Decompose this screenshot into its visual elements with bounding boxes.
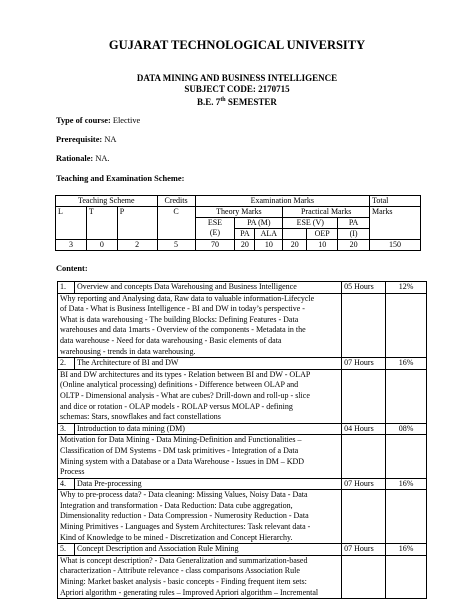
- practical-header: Practical Marks: [283, 207, 370, 218]
- unit-number: 2.: [58, 358, 75, 370]
- i-header: (I): [338, 229, 370, 240]
- scheme-heading: [56, 174, 184, 183]
- unit-text-line: Apriori algorithm - generating rules – Improved Apriori algorithm – Incremental: [60, 587, 319, 597]
- unit-text-line: Mining system with a Database or a Data Warehouse - Issues in DM – KDD: [60, 456, 305, 466]
- pa-header: PA: [235, 229, 255, 240]
- rationale-label: Rationale:: [56, 154, 94, 163]
- unit-hours-blank: [342, 369, 386, 423]
- unit-hours-blank: [342, 490, 386, 544]
- unit-title: Overview and concepts Data Warehousing and Business Intelligence: [74, 282, 341, 294]
- scheme-heading-text: Teaching and Examination Scheme:: [56, 174, 185, 183]
- unit-header-row: [58, 358, 427, 370]
- unit-pct-blank: [386, 369, 427, 423]
- unit-number: 4.: [58, 478, 75, 490]
- unit-hours: 07 Hours: [342, 544, 386, 556]
- unit-body-row: [58, 369, 427, 423]
- unit-percentage: 08%: [386, 423, 427, 435]
- semester-prefix: B.E. 7: [197, 97, 221, 107]
- p-header: P: [117, 207, 157, 240]
- unit-hours: 07 Hours: [342, 358, 386, 370]
- c-header: C: [157, 207, 195, 240]
- prerequisite: [56, 135, 116, 144]
- subject-code: SUBJECT CODE: 2170715: [184, 84, 290, 94]
- unit-pct-blank: [386, 490, 427, 544]
- unit-text-line: Integration and transformation - Data Reduction: Data cube aggregation,: [60, 500, 293, 510]
- scheme-value: 150: [370, 240, 421, 251]
- unit-text-line: (Online analytical processing) definitions - Difference between OLAP and: [60, 380, 299, 390]
- unit-pct-blank: [386, 555, 427, 598]
- prereq-label: Prerequisite:: [56, 135, 103, 144]
- scheme-table: [55, 195, 421, 251]
- l-header: L: [56, 207, 87, 240]
- content-table: [57, 281, 427, 599]
- unit-description: [58, 555, 342, 598]
- unit-description: [58, 490, 342, 544]
- unit-text-line: and dice or rotation - OLAP models - ROLAP versus MOLAP - defining: [60, 401, 293, 411]
- semester-sup: th: [220, 97, 226, 103]
- unit-description: [58, 293, 342, 358]
- subject-title: DATA MINING AND BUSINESS INTELLIGENCE: [136, 73, 338, 83]
- t-header: T: [86, 207, 117, 240]
- credits-header: Credits: [157, 196, 195, 207]
- unit-text-line: What is concept description? - Data Generalization and summarization-based: [60, 555, 308, 565]
- pa-practical-header: PA: [338, 218, 370, 229]
- unit-header-row: [58, 282, 427, 294]
- unit-description: [58, 435, 342, 478]
- type-value: Elective: [110, 116, 141, 125]
- unit-hours-blank: [342, 435, 386, 478]
- teaching-scheme-header: Teaching Scheme: [56, 196, 158, 207]
- ese-label: ESE: [207, 218, 223, 227]
- unit-text-line: BI and DW architectures and its types - Relation between BI and DW - OLAP: [60, 369, 311, 379]
- unit-text-line: Kind of Knowledge to be mined - Discretization and Concept Hierarchy.: [60, 532, 293, 542]
- unit-percentage: 12%: [386, 282, 427, 294]
- pa-m-header: PA (M): [235, 218, 283, 229]
- unit-title: Data Pre-processing: [74, 478, 341, 490]
- unit-title: Introduction to data mining (DM): [74, 423, 341, 435]
- unit-title: The Architecture of BI and DW: [74, 358, 341, 370]
- unit-text-line: Process: [60, 467, 85, 477]
- unit-number: 3.: [58, 423, 75, 435]
- rationale-value: NA.: [93, 154, 110, 163]
- unit-percentage: 16%: [386, 544, 427, 556]
- unit-text-line: data warehouse - Need for data warehousing - Basic elements of data: [60, 335, 282, 345]
- e-label: (E): [209, 228, 221, 237]
- ese-v-blank: [283, 229, 307, 240]
- unit-body-row: [58, 435, 427, 478]
- ala-header: ALA: [255, 229, 283, 240]
- unit-text-line: of Data - What is Business Intelligence - BI and DW in today’s perspective -: [60, 304, 305, 314]
- content-heading: [56, 264, 88, 273]
- oep-header: OEP: [307, 229, 338, 240]
- semester-line: [0, 95, 474, 109]
- unit-text-line: Mining: Market basket analysis - basic concepts - Finding frequent item sets:: [60, 577, 307, 587]
- theory-header: Theory Marks: [195, 207, 283, 218]
- unit-number: 1.: [58, 282, 75, 294]
- type-of-course: [56, 116, 140, 125]
- ese-v-header: ESE (V): [283, 218, 338, 229]
- exam-marks-header: Examination Marks: [195, 196, 370, 207]
- total-header: Total: [370, 196, 421, 207]
- unit-body-row: [58, 490, 427, 544]
- unit-text-line: Classification of DM Systems - DM task primitives - Integration of a Data: [60, 445, 299, 455]
- unit-hours: 05 Hours: [342, 282, 386, 294]
- unit-text-line: warehouses and data 1marts - Overview of the components - Metadata in the: [60, 325, 306, 335]
- unit-percentage: 16%: [386, 358, 427, 370]
- content-heading-text: Content:: [56, 264, 88, 273]
- scheme-value: 10: [255, 240, 283, 251]
- unit-percentage: 16%: [386, 478, 427, 490]
- scheme-value: 10: [307, 240, 338, 251]
- unit-pct-blank: [386, 435, 427, 478]
- unit-pct-blank: [386, 293, 427, 358]
- semester-suffix: SEMESTER: [225, 97, 277, 107]
- unit-body-row: [58, 555, 427, 598]
- university-title: GUJARAT TECHNOLOGICAL UNIVERSITY: [108, 38, 366, 52]
- unit-text-line: Motivation for Data Mining - Data Mining-Definition and Functionalities –: [60, 435, 302, 445]
- unit-hours: 04 Hours: [342, 423, 386, 435]
- unit-header-row: [58, 423, 427, 435]
- unit-title: Concept Description and Association Rule Mining: [74, 544, 341, 556]
- type-label: Type of course:: [56, 116, 111, 125]
- scheme-value: 3: [56, 240, 87, 251]
- scheme-value: 20: [235, 240, 255, 251]
- unit-hours-blank: [342, 555, 386, 598]
- unit-text-line: Why reporting and Analysing data, Raw data to valuable information-Lifecycle: [60, 293, 315, 303]
- unit-text-line: schemas: Stars, snowflakes and fact constellations: [60, 412, 221, 422]
- unit-header-row: [58, 478, 427, 490]
- unit-text-line: Why to pre-process data? - Data cleaning: Missing Values, Noisy Data - Data: [60, 490, 308, 500]
- scheme-value: 2: [117, 240, 157, 251]
- scheme-value: 20: [283, 240, 307, 251]
- unit-text-line: Dimensionality reduction - Data Compression - Numerosity Reduction - Data: [60, 511, 309, 521]
- ese-theory: [195, 218, 235, 240]
- rationale: [56, 154, 110, 163]
- unit-description: [58, 369, 342, 423]
- unit-header-row: [58, 544, 427, 556]
- scheme-value: 5: [157, 240, 195, 251]
- unit-text-line: Mining Primitives - Languages and System Architectures: Task relevant data -: [60, 522, 311, 532]
- unit-text-line: What is data warehousing - The building Blocks: Defining Features - Data: [60, 314, 299, 324]
- unit-body-row: [58, 293, 427, 358]
- prereq-value: NA: [102, 135, 117, 144]
- unit-text-line: warehousing - trends in data warehousing.: [60, 346, 196, 356]
- scheme-value: 70: [195, 240, 235, 251]
- unit-text-line: OLTP - Dimensional analysis - What are cubes? Drill-down and roll-up - slice: [60, 390, 310, 400]
- unit-text-line: characterization - Attribute relevance - class comparisons Association Rule: [60, 566, 300, 576]
- unit-number: 5.: [58, 544, 75, 556]
- unit-hours: 07 Hours: [342, 478, 386, 490]
- unit-hours-blank: [342, 293, 386, 358]
- scheme-value: 20: [338, 240, 370, 251]
- scheme-value: 0: [86, 240, 117, 251]
- marks-header: Marks: [370, 207, 421, 240]
